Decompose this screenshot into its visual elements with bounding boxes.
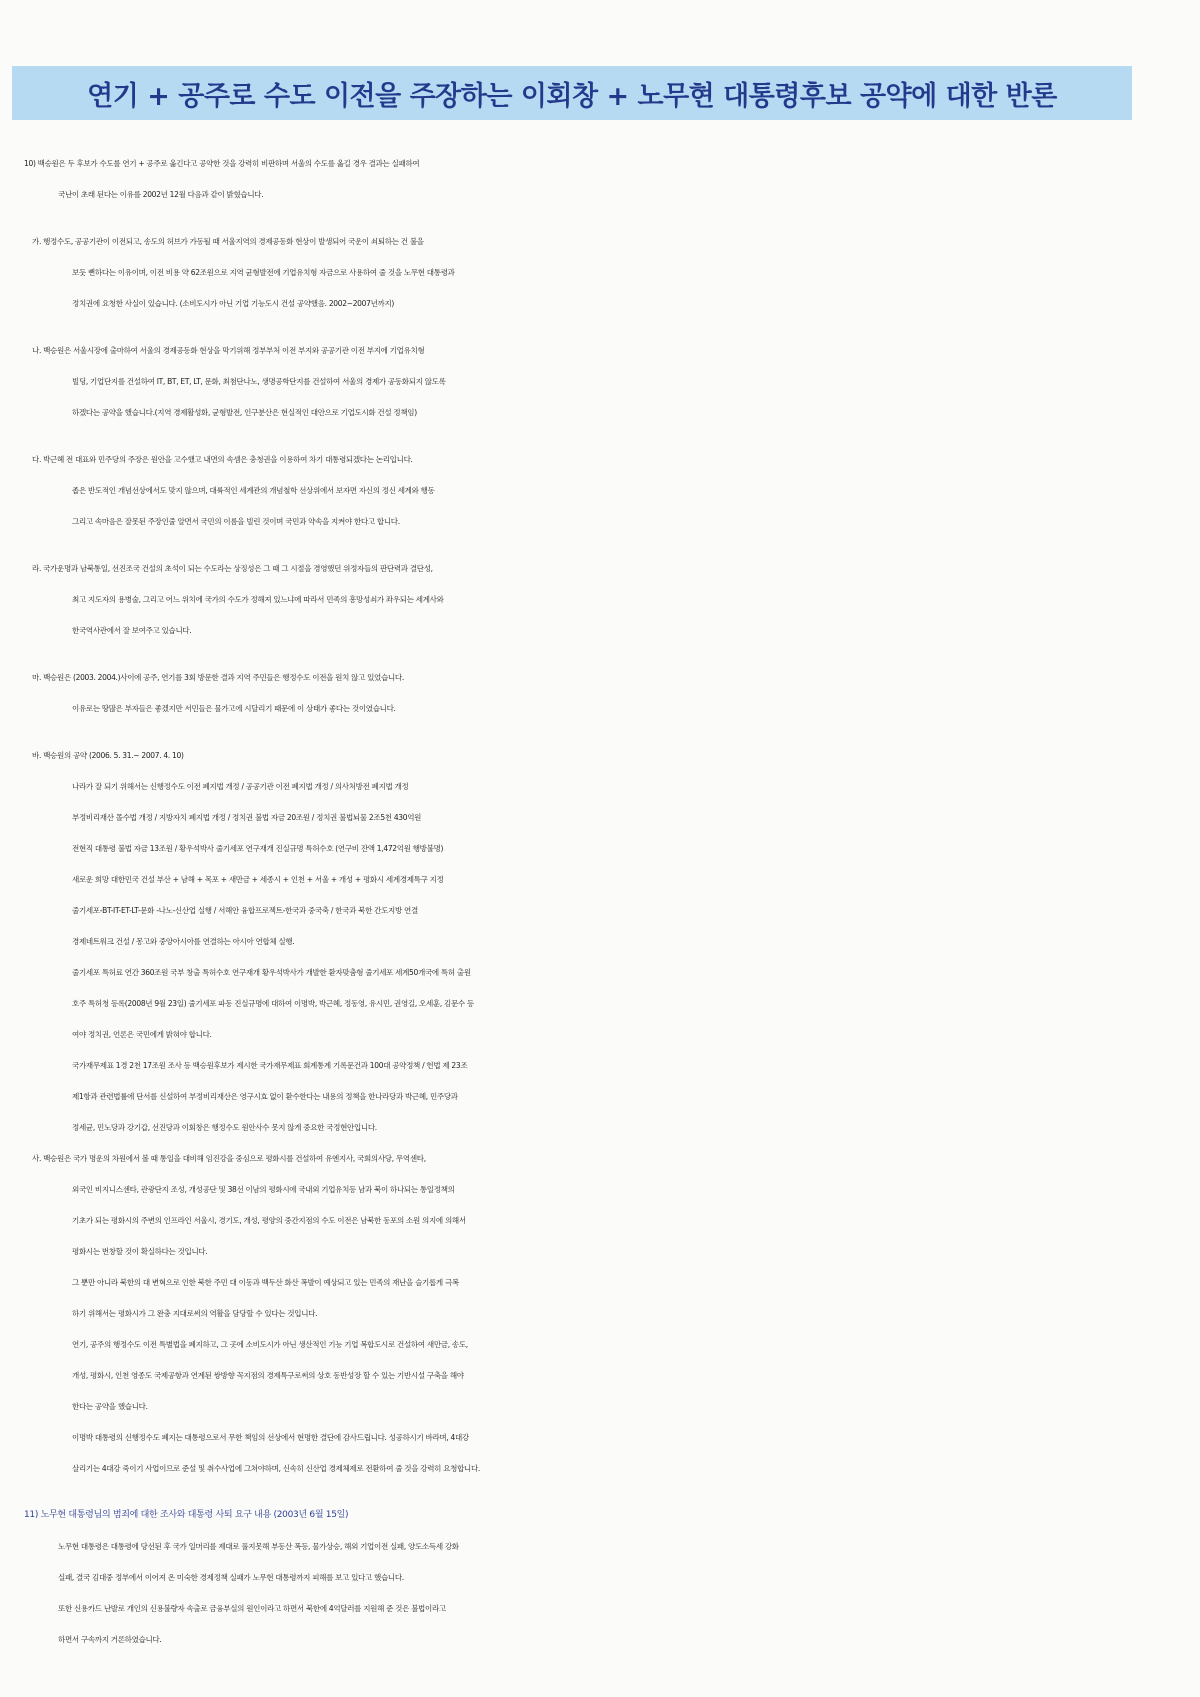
item-sa bbox=[24, 1143, 1184, 1484]
text-line: 개성, 평화시, 인천 영종도 국제공항과 연계된 쌍방향 꼭지점의 경제특구로써의 상호 동반성장 할 수 있는 기반시설 구축을 해야 bbox=[72, 1371, 464, 1380]
section-11 bbox=[24, 1500, 1184, 1655]
text-line: 전현직 대통령 불법 자금 13조원 / 황우석박사 줄기세포 연구재개 진실규명 특허수호 (연구비 잔액 1,472억원 행방불명) bbox=[72, 844, 444, 853]
item-na bbox=[24, 335, 1184, 428]
text-line: 사. 백승원은 국가 명운의 차원에서 볼 때 통일을 대비해 임진강을 중심으로 평화시를 건설하여 유엔지사, 국회의사당, 무역센타, bbox=[32, 1154, 426, 1163]
text-line: 바. 백승원의 공약 (2006. 5. 31.~ 2007. 4. 10) bbox=[32, 751, 184, 760]
item-ra bbox=[24, 553, 1184, 646]
text-line: 이명박 대통령의 신행정수도 폐지는 대통령으로서 무한 책임의 선상에서 현명한 결단에 감사드립니다. 성공하시기 바라며, 4대강 bbox=[72, 1433, 469, 1442]
text-line: 또한 신용카드 난발로 개인의 신용불량자 속출로 금융부실의 원인이라고 하면서 북한에 4억달러를 지원해 준 것은 불법이라고 bbox=[58, 1604, 446, 1613]
text-line: 다. 박근혜 전 대표와 민주당의 주장은 원안을 고수했고 내면의 속셈은 충청권을 이용하여 차기 대통령되겠다는 논리입니다. bbox=[32, 455, 413, 464]
text-line: 외국인 비지니스센타, 관광단지 조성, 개성공단 및 38선 이남의 평화시에 국내외 기업유치등 남과 북이 하나되는 통일정책의 bbox=[72, 1185, 455, 1194]
text-line: 여야 정치권, 언론은 국민에게 밝혀야 합니다. bbox=[72, 1030, 212, 1039]
title-banner bbox=[12, 66, 1132, 120]
text-line: 하겠다는 공약을 했습니다.(지역 경제활성화, 균형발전, 인구분산은 현실적인 대안으로 기업도시화 건설 정책임) bbox=[72, 408, 417, 417]
text-line: 한국역사관에서 잘 보여주고 있습니다. bbox=[72, 626, 192, 635]
page-title: 연기 + 공주로 수도 이전을 주장하는 이회창 + 노무현 대통령후보 공약에 대한 반론 bbox=[87, 80, 1057, 112]
text-line: 정치권에 요청한 사실이 있습니다. (소비도시가 아닌 기업 기능도시 건설 공약했음. 2002~2007년까지) bbox=[72, 299, 395, 308]
section-10 bbox=[24, 148, 1184, 210]
item-da bbox=[24, 444, 1184, 537]
text-line: 새로운 희망 대한민국 건설 부산 + 남해 + 목포 + 새만금 + 세종시 + 인천 + 서울 + 개성 + 평화시 세계경제특구 지정 bbox=[72, 875, 444, 884]
section-heading: 11) 노무현 대통령님의 범죄에 대한 조사와 대통령 사퇴 요구 내용 (2003년 6월 15일) bbox=[24, 1510, 349, 1520]
text-line: 하기 위해서는 평화시가 그 완충 지대로써의 역활을 담당할 수 있다는 것입니다. bbox=[72, 1309, 318, 1318]
text-line: 국난이 초래 된다는 이유를 2002년 12월 다음과 같이 밝혔습니다. bbox=[58, 190, 264, 199]
text-line: 보듯 뻔하다는 이유이며, 이전 비용 약 62조원으로 지역 균형발전에 기업유치형 자금으로 사용하여 줄 것을 노무현 대통령과 bbox=[72, 268, 455, 277]
text-line: 정세균, 민노당과 강기갑, 선진당과 이회창은 행정수도 원안사수 못지 않게 중요한 국정현안입니다. bbox=[72, 1123, 377, 1132]
text-line: 실패, 결국 김대중 정부에서 이어져 온 미숙한 경제정책 실패가 노무현 대통령까지 피해를 보고 있다고 했습니다. bbox=[58, 1573, 404, 1582]
text-line: 줄기세포 특허료 연간 360조원 국부 창출 특허수호 연구재개 황우석박사가 개발한 환자맞춤형 줄기세포 세계50개국에 특허 출원 bbox=[72, 968, 471, 977]
text-line: 기초가 되는 평화시의 주변의 인프라인 서울시, 경기도, 개성, 평양의 중간지점의 수도 이전은 남북한 동포의 소원 의지에 의해서 bbox=[72, 1216, 466, 1225]
item-ba bbox=[24, 740, 1184, 1143]
text-line: 한다는 공약을 했습니다. bbox=[72, 1402, 148, 1411]
item-ga bbox=[24, 226, 1184, 319]
text-line: 라. 국가운명과 남북통일, 선진조국 건설의 초석이 되는 수도라는 상징성은 그 때 그 시절을 경영했던 위정자들의 판단력과 결단성, bbox=[32, 564, 433, 573]
text-line: 줄기세포-BT-IT-ET-LT-문화 -나노-신산업 실행 / 서해안 융합프로젝트-한국과 중국축 / 한국과 북한 간도지방 연결 bbox=[72, 906, 418, 915]
text-line: 연기, 공주의 행정수도 이전 특별법을 폐지하고, 그 곳에 소비도시가 아닌 생산적인 기능 기업 복합도시로 건설하여 새만금, 송도, bbox=[72, 1340, 468, 1349]
text-line: 평화시는 번창할 것이 확실하다는 것입니다. bbox=[72, 1247, 208, 1256]
text-line: 빌딩, 기업단지를 건설하여 IT, BT, ET, LT, 문화, 최첨단나노, 생명공학단지를 건설하여 서울의 경제가 공동화되지 않도록 bbox=[72, 377, 446, 386]
text-line: 호주 특허청 등록(2008년 9월 23일) 줄기세포 파동 진실규명에 대하여 이명박, 박근혜, 정동영, 유시민, 권영길, 오세훈, 김문수 등 bbox=[72, 999, 474, 1008]
document-body bbox=[24, 148, 1184, 1655]
text-line: 노무현 대통령은 대통령에 당선된 후 국가 일머리를 제대로 풀지못해 부동산 폭등, 물가상승, 해외 기업이전 실패, 양도소득세 강화 bbox=[58, 1542, 459, 1551]
text-line: 마. 백승원은 (2003. 2004.)사이에 공주, 연기를 3회 방문한 결과 지역 주민들은 행정수도 이전을 원치 않고 있었습니다. bbox=[32, 673, 404, 682]
text-line: 나. 백승원은 서울시장에 출마하여 서울의 경제공동화 현상을 막기위해 정부부처 이전 부지와 공공기관 이전 부지에 기업유치형 bbox=[32, 346, 425, 355]
text-line: 살리기는 4대강 죽이기 사업이므로 준설 및 취수사업에 그쳐야하며, 신속히 신산업 경제체제로 전환하여 줄 것을 강력히 요청합니다. bbox=[72, 1464, 480, 1473]
text-line: 나라가 잘 되기 위해서는 신행정수도 이전 폐지법 개정 / 공공기관 이전 폐지법 개정 / 의사처방전 폐지법 개정 bbox=[72, 782, 409, 791]
text-line: 이유로는 땅많은 부자들은 좋겠지만 서민들은 물가고에 시달리기 때문에 이 상태가 좋다는 것이였습니다. bbox=[72, 704, 396, 713]
text-line: 그리고 속마음은 잘못된 주장인줄 알면서 국민의 이름을 빌린 것이며 국민과 약속을 지켜야 한다고 합니다. bbox=[72, 517, 400, 526]
text-line: 가. 행정수도, 공공기관이 이전되고, 송도의 허브가 가동될 때 서울지역의 경제공동화 현상이 발생되어 국운이 쇠퇴하는 건 불을 bbox=[32, 237, 424, 246]
text-line: 부정비리재산 몰수법 개정 / 지방자치 폐지법 개정 / 정치권 불법 자금 20조원 / 정치권 불법뇌물 2조5천 430억원 bbox=[72, 813, 422, 822]
text-line: 하면서 구속까지 거론하였습니다. bbox=[58, 1635, 162, 1644]
text-line: 제1항과 관련법률에 단서를 신설하여 부정비리재산은 영구시효 없이 환수한다는 내용의 정책을 한나라당과 박근혜, 민주당과 bbox=[72, 1092, 458, 1101]
item-ma bbox=[24, 662, 1184, 724]
text-line: 경제네트워크 건설 / 몽고와 중앙아시아를 연결하는 아시아 연합체 실행. bbox=[72, 937, 295, 946]
text-line: 10) 백승원은 두 후보가 수도를 연기 + 공주로 옮긴다고 공약한 것을 강력히 비판하며 서울의 수도를 옮길 경우 결과는 실패하여 bbox=[24, 159, 420, 168]
text-line: 좁은 반도적인 개념선상에서도 맞지 않으며, 대륙적인 세계관의 개념철학 선상위에서 보자면 자신의 정신 세계와 행동 bbox=[72, 486, 435, 495]
text-line: 최고 지도자의 용병술, 그리고 어느 위치에 국가의 수도가 정해져 있느냐에 따라서 민족의 흥망성쇠가 좌우되는 세계사와 bbox=[72, 595, 444, 604]
text-line: 국가재무제표 1경 2천 17조원 조사 등 백승원후보가 제시한 국가재무제표 회계통계 기록문건과 100대 공약정책 / 헌법 제 23조 bbox=[72, 1061, 468, 1070]
text-line: 그 뿐만 아니라 북한의 대 변혁으로 인한 북한 주민 대 이동과 백두산 화산 폭발이 예상되고 있는 민족의 재난을 슬기롭게 극복 bbox=[72, 1278, 459, 1287]
